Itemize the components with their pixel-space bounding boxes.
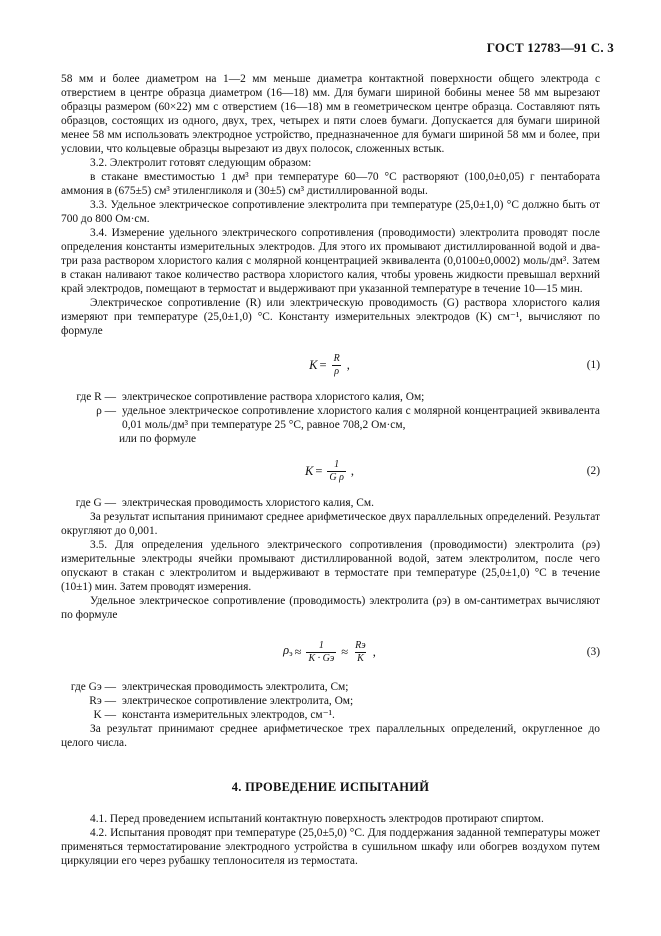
formula-3-lhs-symbol: ρ bbox=[283, 643, 290, 657]
formula-3-lhs bbox=[283, 643, 292, 661]
paragraph-3-2: 3.2. Электролит готовят следующим образом: bbox=[90, 157, 312, 169]
page-header: ГОСТ 12783—91 С. 3 bbox=[486, 40, 614, 55]
formula-3-denominator-2: K bbox=[357, 652, 364, 664]
formula-3-eq1: ≈ bbox=[294, 645, 302, 659]
definition-row bbox=[61, 708, 600, 722]
document-body bbox=[61, 72, 600, 868]
formula-3-numerator-1: 1 bbox=[318, 639, 324, 651]
definition-term: ρ — bbox=[96, 405, 116, 417]
definition-row bbox=[61, 680, 600, 694]
section-title: 4. ПРОВЕДЕНИЕ ИСПЫТАНИЙ bbox=[231, 780, 430, 794]
formula-1-eq: = bbox=[319, 358, 327, 372]
definition-desc: электрическая проводимость хлористого калия, См. bbox=[122, 497, 374, 509]
paragraph-3-4: 3.4. Измерение удельного электрического сопротивления (проводимости) электролита проводят после определения константы измерительных электродов. Для этого их промывают дистиллированной водой и два-три раза раствором хлористого калия с молярной концентрацией эквивалента (0,0100±0,0002) моль/дм³. Затем в стакан наливают такое количество раствора хлористого калия, чтобы уровень жидкости превышал верхний край электродов, помещают в термостат и выдерживают при указанной температуре в течение 10—15 мин. bbox=[61, 227, 600, 295]
paragraph-electrolyte-resistivity: Удельное электрическое сопротивление (проводимость) электролита (ρэ) в ом-сантиметрах вычисляют по формуле bbox=[61, 595, 600, 621]
definition-term: Rэ — bbox=[89, 695, 116, 707]
definition-row bbox=[61, 694, 600, 708]
formula-1-fraction bbox=[332, 353, 342, 378]
paragraph-electrolyte-recipe: в стакане вместимостью 1 дм³ при температуре 60—70 °С растворяют (100,0±0,05) г пентабората аммония в (675±5) см³ этиленгликоля и (30±5) см³ дистиллированной воды. bbox=[61, 171, 600, 197]
definition-desc: константа измерительных электродов, см⁻¹. bbox=[122, 709, 335, 721]
formula-3-tail: , bbox=[372, 645, 376, 659]
formula-3-fraction-1 bbox=[306, 640, 336, 665]
formula-2-eq: = bbox=[315, 464, 323, 478]
paragraph-result-3-5: За результат принимают среднее арифметическое трех параллельных определений, округленное до целого числа. bbox=[61, 723, 600, 749]
paragraph-result-3-4: За результат испытания принимают среднее арифметическое двух параллельных определений. Результат округляют до 0,001. bbox=[61, 511, 600, 537]
formula-3-lhs-subscript: э bbox=[289, 649, 293, 658]
definition-desc: электрическая проводимость электролита, См; bbox=[122, 681, 349, 693]
definition-row bbox=[61, 390, 600, 404]
formula-1-tail: , bbox=[346, 358, 350, 372]
paragraph-4-2: 4.2. Испытания проводят при температуре (25,0±5,0) °С. Для поддержания заданной температуры может применяться термостатирование электродного устройства в сушильном шкафу или обогрев воздухом путем циркуляции его через рубашку теплоносителя из термостата. bbox=[61, 827, 600, 867]
formula-3-eq2: ≈ bbox=[341, 645, 349, 659]
definitions-1 bbox=[61, 390, 600, 446]
paragraph-sample-prep: 58 мм и более диаметром на 1—2 мм меньше диаметра контактной поверхности общего электрода с отверстием в центре образца диаметром (16—18) мм. Для бумаги шириной бобины менее 58 мм вырезают образцы размером (60×22) мм с отверстием (16—18) мм в геометрическом центре образца. Составляют пять образцов, состоящих из одного, двух, трех, четырех и пяти слоев бумаги. Допускается для бумаги шириной менее 58 мм использовать электродное устройство, предназначенное для бумаги шириной 58 мм и более, при условии, что кольцевые образцы вырезают из двух полосок, сложенных встык. bbox=[61, 73, 600, 155]
definitions-3 bbox=[61, 680, 600, 722]
paragraph-resistance-measure: Электрическое сопротивление (R) или электрическую проводимость (G) раствора хлористого калия измеряют при температуре (25,0±1,0) °С. Константу измерительных электродов (K) см⁻¹, вычисляют по формуле bbox=[61, 297, 600, 337]
formula-3-fraction-2 bbox=[353, 640, 368, 665]
definitions-2 bbox=[61, 496, 600, 510]
definition-term: где G — bbox=[75, 497, 116, 509]
formula-2-denominator: G ρ bbox=[329, 471, 344, 483]
formula-3-number: (3) bbox=[586, 646, 600, 658]
formula-3 bbox=[61, 632, 600, 672]
definition-row bbox=[61, 496, 600, 510]
definition-term: где R — bbox=[76, 391, 116, 403]
definition-row bbox=[61, 404, 600, 432]
paragraph-4-1: 4.1. Перед проведением испытаний контактную поверхность электродов протирают спиртом. bbox=[90, 813, 544, 825]
formula-1-number: (1) bbox=[586, 359, 600, 371]
definition-desc: электрическое сопротивление раствора хлористого калия, Ом; bbox=[122, 391, 425, 403]
formula-2-number: (2) bbox=[586, 465, 600, 477]
formula-3-numerator-2: Rэ bbox=[355, 639, 366, 651]
formula-2-fraction bbox=[327, 459, 346, 484]
definition-desc: удельное электрическое сопротивление хлористого калия с молярной концентрацией эквивалента 0,01 моль/дм³ при температуре 25 °С, равное 708,2 Ом·см, bbox=[122, 405, 600, 431]
formula-2-tail: , bbox=[350, 464, 355, 478]
formula-3-denominator-1: K · Gэ bbox=[308, 652, 335, 664]
formula-1 bbox=[61, 348, 600, 382]
definition-desc: электрическое сопротивление электролита, Ом; bbox=[122, 695, 354, 707]
paragraph-3-5: 3.5. Для определения удельного электрического сопротивления (проводимости) электролита (ρэ) измерительные электроды ячейки промывают дистиллированной водой, затем электролитом, после чего опускают в стакан с электролитом и выдерживают в термостате при температуре (25,0±1,0) °С в течение (10±1) мин. Затем проводят измерения. bbox=[61, 539, 600, 593]
definition-term: где Gэ — bbox=[70, 681, 116, 693]
formula-2 bbox=[61, 454, 600, 488]
or-formula-text: или по формуле bbox=[119, 433, 197, 445]
paragraph-3-3: 3.3. Удельное электрическое сопротивление электролита при температуре (25,0±1,0) °С должно быть от 700 до 800 Ом·см. bbox=[61, 199, 600, 225]
formula-1-denominator: ρ bbox=[334, 365, 340, 377]
formula-1-numerator: R bbox=[333, 352, 340, 364]
formula-2-numerator: 1 bbox=[334, 458, 340, 470]
formula-2-lhs: K bbox=[304, 464, 314, 478]
formula-1-lhs: K bbox=[309, 358, 318, 372]
definition-term: K — bbox=[93, 709, 116, 721]
